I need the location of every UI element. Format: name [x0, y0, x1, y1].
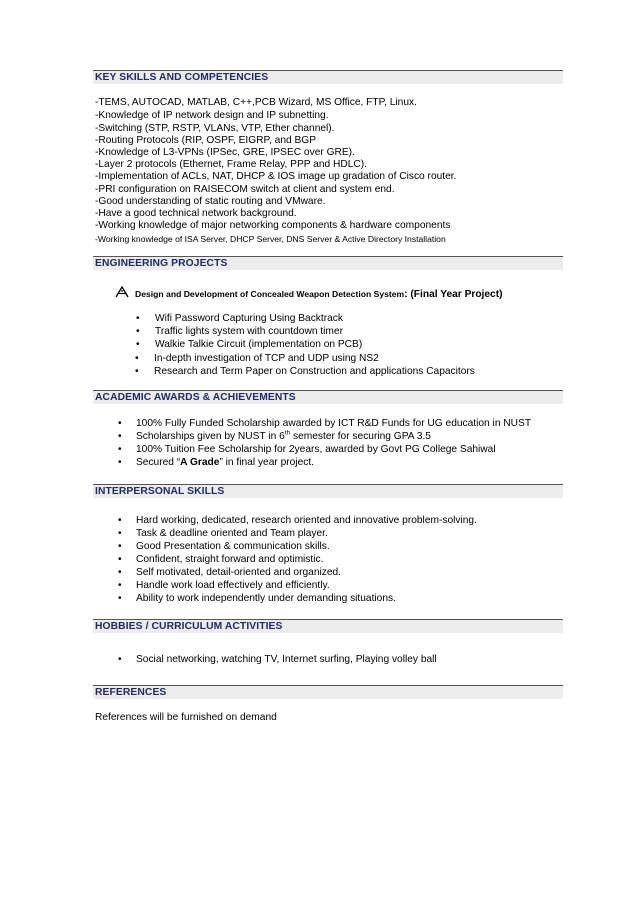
hobbies-section: [93, 619, 563, 633]
bullet-icon: •: [135, 353, 139, 364]
pen-nib-icon: [115, 285, 129, 299]
bullet-icon: •: [118, 567, 122, 578]
interpersonal-item: Self motivated, detail-oriented and organized.: [136, 567, 342, 578]
projects-header: [93, 256, 563, 270]
interpersonal-item: Ability to work independently under demanding situations.: [136, 593, 396, 604]
references-section: [93, 685, 563, 699]
interpersonal-item: Good Presentation & communication skills.: [136, 541, 330, 552]
bullet-icon: •: [118, 654, 122, 665]
award-text: ” in final year project.: [219, 457, 314, 468]
skill-line: -Have a good technical network background.: [95, 208, 297, 219]
bullet-icon: •: [118, 593, 122, 604]
main-project-name: Design and Development of Concealed Weapon Detection System: [135, 289, 405, 299]
award-bold-text: A Grade: [180, 457, 220, 468]
references-header: [93, 685, 563, 699]
hobbies-header: [93, 619, 563, 633]
award-item: 100% Tuition Fee Scholarship for 2years, awarded by Govt PG College Sahiwal: [136, 444, 496, 455]
bullet-icon: •: [135, 366, 139, 377]
bullet-icon: •: [136, 339, 140, 350]
award-superscript: th: [284, 429, 291, 437]
bullet-icon: •: [118, 418, 122, 429]
bullet-icon: •: [118, 431, 122, 442]
bullet-icon: •: [118, 515, 122, 526]
bullet-icon: •: [118, 580, 122, 591]
main-project-title: [135, 289, 503, 300]
skill-line: -Switching (STP, RSTP, VLANs, VTP, Ether channel).: [95, 123, 335, 134]
bullet-icon: •: [118, 541, 122, 552]
projects-header-text: ENGINEERING PROJECTS: [95, 258, 228, 269]
interpersonal-item: Handle work load effectively and efficiently.: [136, 580, 330, 591]
interpersonal-section: [93, 484, 563, 498]
project-item: Walkie Talkie Circuit (implementation on PCB): [155, 339, 363, 350]
hobbies-header-text: HOBBIES / CURRICULUM ACTIVITIES: [95, 621, 283, 632]
interpersonal-header-text: INTERPERSONAL SKILLS: [95, 486, 225, 497]
projects-section: [93, 256, 563, 270]
interpersonal-item: Confident, straight forward and optimistic.: [136, 554, 324, 565]
award-text: Secured “: [136, 457, 181, 468]
awards-header-text: ACADEMIC AWARDS & ACHIEVEMENTS: [95, 392, 296, 403]
bullet-icon: •: [136, 313, 140, 324]
bullet-icon: •: [118, 528, 122, 539]
awards-header: [93, 390, 563, 404]
skill-line: -Implementation of ACLs, NAT, DHCP & IOS image up gradation of Cisco router.: [95, 171, 457, 182]
award-item: 100% Fully Funded Scholarship awarded by ICT R&D Funds for UG education in NUST: [136, 418, 532, 429]
award-text: Scholarships given by NUST in 6: [136, 431, 285, 442]
bullet-icon: •: [136, 326, 140, 337]
interpersonal-header: [93, 484, 563, 498]
skill-line: -Knowledge of L3-VPNs (IPSec, GRE, IPSEC over GRE).: [95, 147, 355, 158]
interpersonal-item: Hard working, dedicated, research oriented and innovative problem-solving.: [136, 515, 477, 526]
project-item: Research and Term Paper on Construction and applications Capacitors: [154, 366, 475, 377]
award-item: [136, 457, 314, 469]
references-header-text: REFERENCES: [95, 687, 167, 698]
project-item: In-depth investigation of TCP and UDP using NS2: [154, 353, 379, 364]
references-text: References will be furnished on demand: [95, 712, 277, 723]
bullet-icon: •: [118, 554, 122, 565]
project-item: Traffic lights system with countdown timer: [155, 326, 343, 337]
bullet-icon: •: [118, 457, 122, 468]
main-project-suffix: : (Final Year Project): [404, 289, 503, 300]
skill-line: -Layer 2 protocols (Ethernet, Frame Relay, PPP and HDLC).: [95, 159, 367, 170]
skill-line: -Knowledge of IP network design and IP subnetting.: [95, 110, 329, 121]
skill-line: -Routing Protocols (RIP, OSPF, EIGRP, and BGP: [95, 135, 317, 146]
skills-section: [93, 70, 563, 84]
project-item: Wifi Password Capturing Using Backtrack: [155, 313, 343, 324]
skills-header: [93, 70, 563, 84]
skill-line: -Working knowledge of ISA Server, DHCP Server, DNS Server & Active Directory Installation: [95, 234, 446, 244]
award-item: [136, 431, 431, 443]
skills-header-text: KEY SKILLS AND COMPETENCIES: [95, 72, 269, 83]
skill-line: -TEMS, AUTOCAD, MATLAB, C++,PCB Wizard, MS Office, FTP, Linux.: [95, 97, 417, 108]
bullet-icon: •: [118, 444, 122, 455]
skill-line: -Good understanding of static routing and VMware.: [95, 196, 326, 207]
award-text: semester for securing GPA 3.5: [290, 431, 431, 442]
hobby-item: Social networking, watching TV, Internet surfing, Playing volley ball: [136, 654, 437, 665]
skill-line: -Working knowledge of major networking components & hardware components: [95, 220, 451, 231]
interpersonal-item: Task & deadline oriented and Team player.: [136, 528, 328, 539]
skill-line: -PRI configuration on RAISECOM switch at client and system end.: [95, 184, 395, 195]
awards-section: [93, 390, 563, 404]
